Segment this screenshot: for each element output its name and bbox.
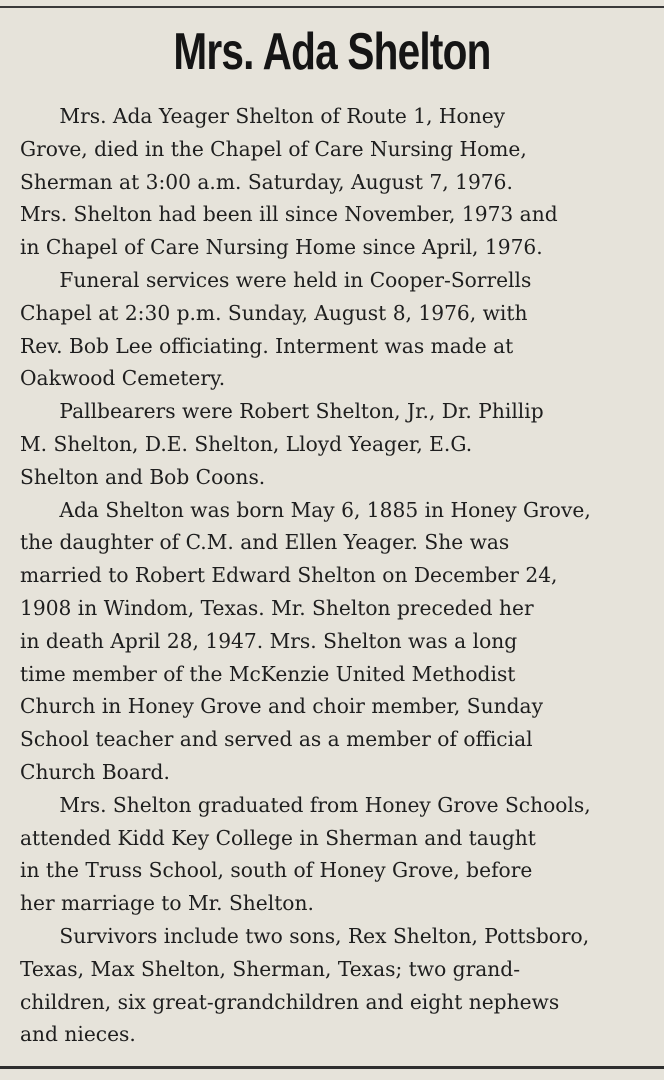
paragraph-line: in Chapel of Care Nursing Home since April, 1976. — [20, 235, 543, 260]
paragraph-line: Ada Shelton was born May 6, 1885 in Honey Grove, — [59, 497, 591, 522]
bottom-rule — [0, 1066, 664, 1069]
obituary-paragraph — [20, 494, 660, 789]
obituary-paragraph — [20, 100, 660, 264]
paragraph-line: Grove, died in the Chapel of Care Nursing Home, — [20, 136, 527, 161]
paragraph-line: the daughter of C.M. and Ellen Yeager. She was — [20, 530, 510, 555]
paragraph-line: Mrs. Shelton had been ill since November, 1973 and — [20, 202, 558, 227]
paragraph-line: time member of the McKenzie United Methodist — [20, 661, 516, 686]
obituary-paragraph — [20, 920, 660, 1051]
paragraph-line: Oakwood Cemetery. — [20, 366, 226, 391]
paragraph-line: Chapel at 2:30 p.m. Sunday, August 8, 1976, with — [20, 300, 528, 325]
paragraph-line: Church Board. — [20, 759, 170, 784]
paragraph-line: Rev. Bob Lee officiating. Interment was made at — [20, 333, 514, 358]
paragraph-line: married to Robert Edward Shelton on December 24, — [20, 563, 558, 588]
paragraph-line: in death April 28, 1947. Mrs. Shelton was a long — [20, 628, 518, 653]
paragraph-line: children, six great-grandchildren and eight nephews — [20, 989, 560, 1014]
paragraph-line: Survivors include two sons, Rex Shelton, Pottsboro, — [59, 923, 590, 948]
paragraph-line: Sherman at 3:00 a.m. Saturday, August 7, 1976. — [20, 169, 513, 194]
paragraph-line: attended Kidd Key College in Sherman and taught — [20, 825, 536, 850]
obituary-paragraph — [20, 395, 660, 493]
paragraph-line: and nieces. — [20, 1022, 136, 1047]
top-rule — [0, 6, 664, 8]
paragraph-line: her marriage to Mr. Shelton. — [20, 891, 314, 916]
paragraph-line: 1908 in Windom, Texas. Mr. Shelton preceded her — [20, 595, 534, 620]
obituary-paragraph — [20, 264, 660, 395]
paragraph-line: Pallbearers were Robert Shelton, Jr., Dr. Phillip — [59, 399, 544, 424]
obituary-paragraph — [20, 789, 660, 920]
paragraph-line: Mrs. Shelton graduated from Honey Grove Schools, — [59, 792, 591, 817]
paragraph-line: Shelton and Bob Coons. — [20, 464, 266, 489]
obituary-body — [20, 100, 660, 1051]
paragraph-line: School teacher and served as a member of official — [20, 727, 533, 752]
paragraph-line: M. Shelton, D.E. Shelton, Lloyd Yeager, E.G. — [20, 431, 473, 456]
paragraph-line: Church in Honey Grove and choir member, Sunday — [20, 694, 543, 719]
obituary-headline: Mrs. Ada Shelton — [173, 23, 491, 81]
paragraph-line: in the Truss School, south of Honey Grove, before — [20, 858, 533, 883]
paragraph-line: Funeral services were held in Cooper-Sorrells — [59, 267, 532, 292]
paragraph-line: Mrs. Ada Yeager Shelton of Route 1, Honey — [59, 104, 506, 128]
paragraph-line: Texas, Max Shelton, Sherman, Texas; two grand- — [20, 956, 521, 981]
